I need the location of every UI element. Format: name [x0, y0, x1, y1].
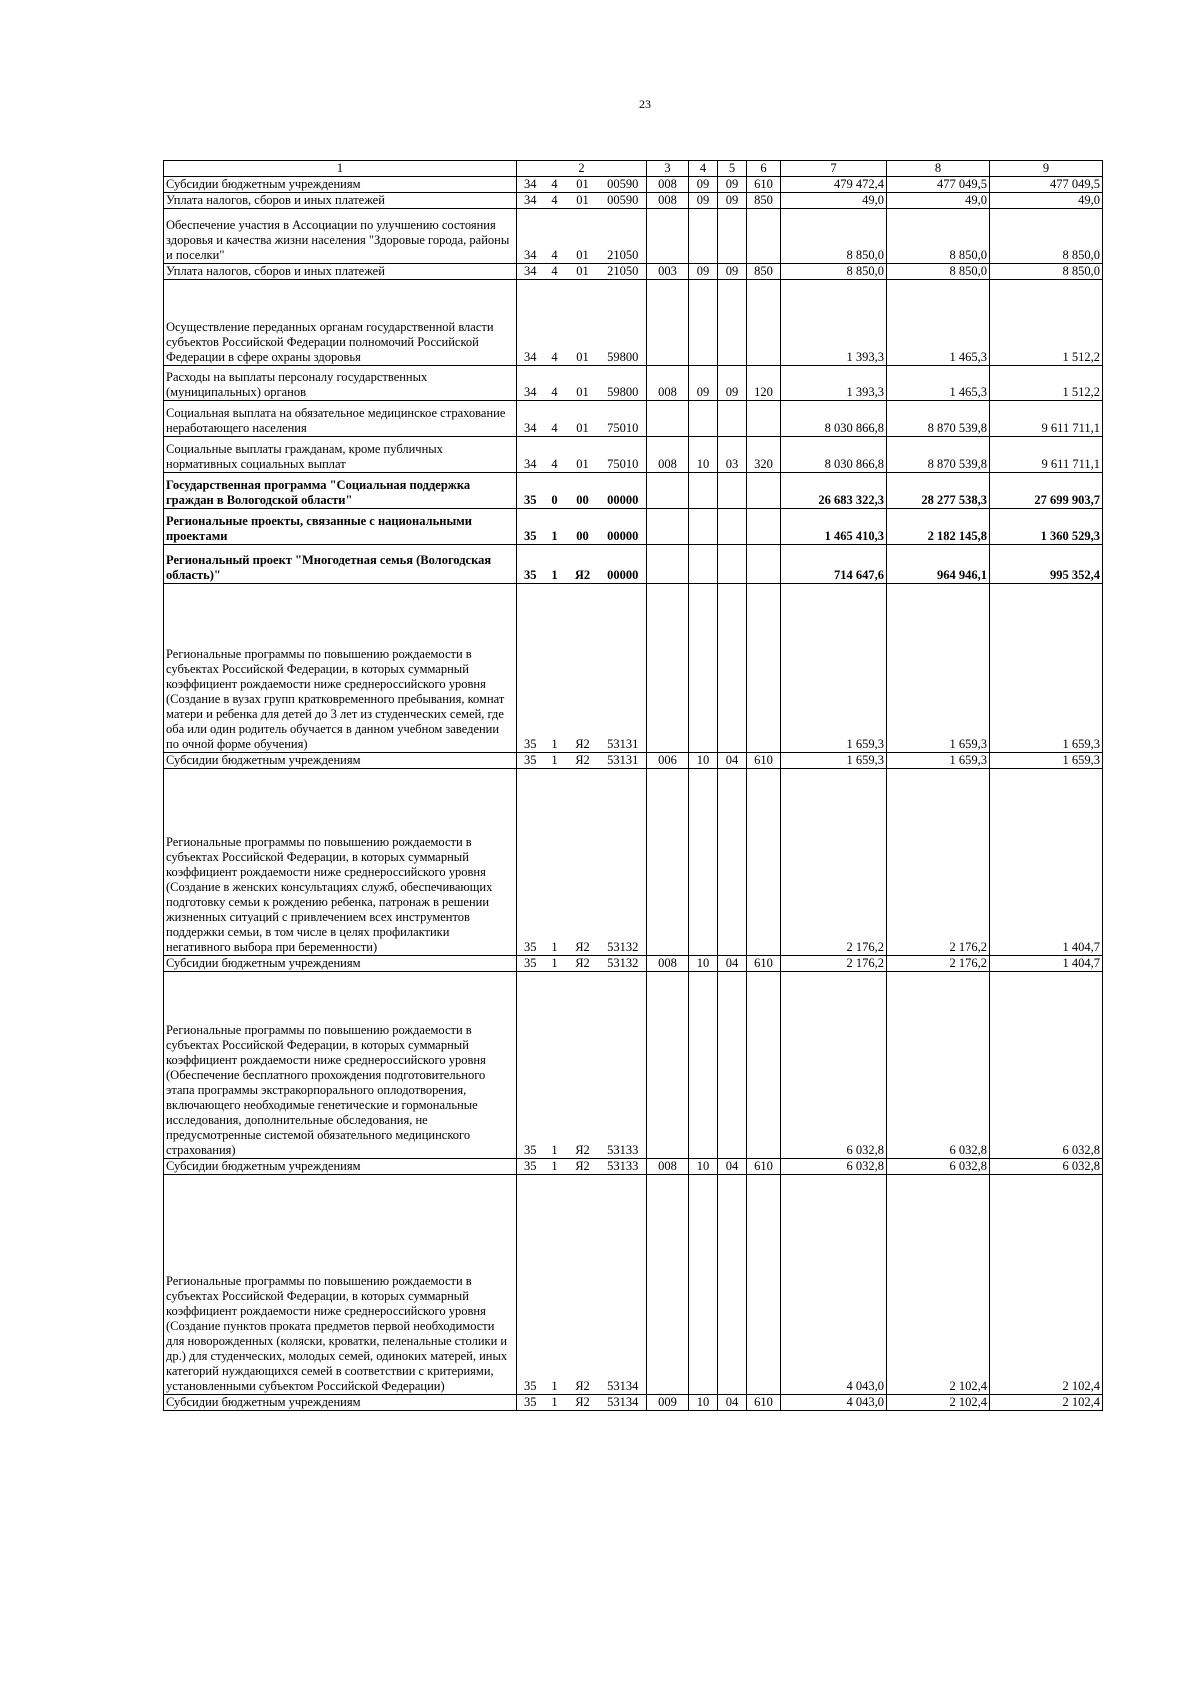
cell-code-4: 00000 — [600, 545, 647, 584]
cell-value-9: 6 032,8 — [990, 972, 1103, 1159]
cell-name: Субсидии бюджетным учреждениям — [164, 177, 517, 193]
cell-col-6: 610 — [747, 753, 781, 769]
cell-value-8: 2 176,2 — [887, 769, 990, 956]
cell-code-2: 1 — [544, 1159, 566, 1175]
cell-col-5: 09 — [718, 264, 747, 280]
cell-col-5: 09 — [718, 193, 747, 209]
cell-code-1: 35 — [517, 956, 544, 972]
cell-code-4: 75010 — [600, 437, 647, 473]
cell-col-5 — [718, 280, 747, 366]
cell-col-6 — [747, 209, 781, 264]
cell-code-2: 1 — [544, 753, 566, 769]
table-row — [164, 473, 1103, 509]
cell-value-7: 26 683 322,3 — [781, 473, 887, 509]
cell-col-3 — [647, 401, 689, 437]
cell-value-9: 9 611 711,1 — [990, 437, 1103, 473]
table-row — [164, 972, 1103, 1159]
cell-code-2: 4 — [544, 209, 566, 264]
cell-value-8: 1 465,3 — [887, 366, 990, 401]
cell-name: Расходы на выплаты персоналу государственных (муниципальных) органов — [164, 366, 517, 401]
cell-code-4: 53134 — [600, 1395, 647, 1411]
cell-col-3: 009 — [647, 1395, 689, 1411]
header-cell: 4 — [689, 161, 718, 177]
cell-col-6: 610 — [747, 177, 781, 193]
cell-value-7: 2 176,2 — [781, 956, 887, 972]
cell-name: Субсидии бюджетным учреждениям — [164, 1159, 517, 1175]
cell-col-4: 09 — [689, 177, 718, 193]
cell-value-7: 8 030 866,8 — [781, 401, 887, 437]
cell-col-3 — [647, 972, 689, 1159]
cell-col-4: 09 — [689, 366, 718, 401]
cell-name: Региональные проекты, связанные с национальными проектами — [164, 509, 517, 545]
cell-value-8: 1 659,3 — [887, 584, 990, 753]
header-cell: 9 — [990, 161, 1103, 177]
cell-name: Субсидии бюджетным учреждениям — [164, 753, 517, 769]
table-row — [164, 509, 1103, 545]
cell-code-4: 00000 — [600, 509, 647, 545]
cell-value-8: 477 049,5 — [887, 177, 990, 193]
cell-code-3: Я2 — [566, 1395, 600, 1411]
cell-name: Уплата налогов, сборов и иных платежей — [164, 193, 517, 209]
cell-code-3: 01 — [566, 280, 600, 366]
cell-col-4 — [689, 509, 718, 545]
cell-col-4 — [689, 1175, 718, 1395]
cell-value-9: 1 512,2 — [990, 366, 1103, 401]
cell-col-6 — [747, 545, 781, 584]
cell-name: Осуществление переданных органам государственной власти субъектов Российской Федерации полномочий Российской Федерации в сфере охраны здоровья — [164, 280, 517, 366]
cell-col-3 — [647, 584, 689, 753]
cell-value-7: 1 659,3 — [781, 584, 887, 753]
cell-value-7: 2 176,2 — [781, 769, 887, 956]
table-row — [164, 209, 1103, 264]
table-row — [164, 1159, 1103, 1175]
cell-code-3: 01 — [566, 177, 600, 193]
cell-col-5 — [718, 972, 747, 1159]
cell-code-2: 1 — [544, 545, 566, 584]
cell-value-8: 8 870 539,8 — [887, 437, 990, 473]
cell-code-2: 1 — [544, 956, 566, 972]
cell-code-1: 35 — [517, 769, 544, 956]
cell-code-1: 34 — [517, 280, 544, 366]
cell-name: Региональные программы по повышению рождаемости в субъектах Российской Федерации, в которых суммарный коэффициент рождаемости ниже среднероссийского уровня (Создание пунктов проката предметов первой необходимости для новорожденных (коляски, кроватки, пеленальные столики и др.) для студенческих, молодых семей, одиноких матерей, иных категорий нуждающихся семей в соответствии с критериями, установленными субъектом Российской Федерации) — [164, 1175, 517, 1395]
cell-col-3: 003 — [647, 264, 689, 280]
cell-col-6 — [747, 1175, 781, 1395]
header-cell: 5 — [718, 161, 747, 177]
cell-value-9: 1 659,3 — [990, 753, 1103, 769]
cell-code-4: 53132 — [600, 956, 647, 972]
cell-code-4: 59800 — [600, 366, 647, 401]
cell-code-3: Я2 — [566, 769, 600, 956]
cell-col-5 — [718, 473, 747, 509]
cell-col-6 — [747, 972, 781, 1159]
cell-value-8: 1 465,3 — [887, 280, 990, 366]
cell-col-4 — [689, 584, 718, 753]
cell-col-6 — [747, 473, 781, 509]
cell-value-8: 8 870 539,8 — [887, 401, 990, 437]
header-cell: 3 — [647, 161, 689, 177]
cell-col-6 — [747, 401, 781, 437]
cell-col-5: 04 — [718, 1395, 747, 1411]
cell-value-7: 714 647,6 — [781, 545, 887, 584]
cell-code-4: 53131 — [600, 753, 647, 769]
cell-name: Региональные программы по повышению рождаемости в субъектах Российской Федерации, в которых суммарный коэффициент рождаемости ниже среднероссийского уровня (Обеспечение бесплатного прохождения подготовительного этапа программы экстракорпорального оплодотворения, включающего необходимые генетические и гормональные исследования, дополнительные обследования, не предусмотренные системой обязательного медицинского страхования) — [164, 972, 517, 1159]
cell-code-3: Я2 — [566, 584, 600, 753]
cell-code-1: 35 — [517, 473, 544, 509]
cell-col-4: 09 — [689, 193, 718, 209]
cell-code-4: 21050 — [600, 264, 647, 280]
cell-value-9: 1 512,2 — [990, 280, 1103, 366]
cell-code-2: 1 — [544, 1175, 566, 1395]
cell-value-7: 49,0 — [781, 193, 887, 209]
cell-col-4 — [689, 769, 718, 956]
cell-value-8: 1 659,3 — [887, 753, 990, 769]
cell-code-3: Я2 — [566, 1175, 600, 1395]
header-cell: 6 — [747, 161, 781, 177]
cell-value-8: 964 946,1 — [887, 545, 990, 584]
cell-code-1: 35 — [517, 753, 544, 769]
cell-code-1: 35 — [517, 584, 544, 753]
cell-col-6: 320 — [747, 437, 781, 473]
cell-code-1: 34 — [517, 193, 544, 209]
cell-col-3: 008 — [647, 177, 689, 193]
cell-col-3: 008 — [647, 193, 689, 209]
cell-code-4: 53133 — [600, 1159, 647, 1175]
cell-col-3 — [647, 280, 689, 366]
table-row — [164, 545, 1103, 584]
cell-code-1: 35 — [517, 972, 544, 1159]
cell-name: Социальная выплата на обязательное медицинское страхование неработающего населения — [164, 401, 517, 437]
cell-code-2: 4 — [544, 177, 566, 193]
cell-col-4: 10 — [689, 437, 718, 473]
cell-col-6: 120 — [747, 366, 781, 401]
cell-code-2: 1 — [544, 509, 566, 545]
cell-value-9: 6 032,8 — [990, 1159, 1103, 1175]
cell-col-5: 04 — [718, 753, 747, 769]
cell-code-2: 4 — [544, 193, 566, 209]
cell-code-1: 34 — [517, 264, 544, 280]
cell-code-2: 4 — [544, 437, 566, 473]
cell-col-5: 03 — [718, 437, 747, 473]
cell-name: Обеспечение участия в Ассоциации по улучшению состояния здоровья и качества жизни населения "Здоровые города, районы и поселки" — [164, 209, 517, 264]
cell-col-4 — [689, 473, 718, 509]
cell-value-7: 1 659,3 — [781, 753, 887, 769]
cell-col-3 — [647, 545, 689, 584]
cell-code-2: 4 — [544, 366, 566, 401]
cell-value-7: 8 850,0 — [781, 264, 887, 280]
cell-code-1: 34 — [517, 209, 544, 264]
cell-code-4: 00590 — [600, 193, 647, 209]
cell-name: Социальные выплаты гражданам, кроме публичных нормативных социальных выплат — [164, 437, 517, 473]
page-number: 23 — [639, 97, 651, 111]
cell-value-9: 1 360 529,3 — [990, 509, 1103, 545]
cell-value-7: 4 043,0 — [781, 1395, 887, 1411]
cell-name: Государственная программа "Социальная поддержка граждан в Вологодской области" — [164, 473, 517, 509]
cell-col-6 — [747, 769, 781, 956]
header-cell: 7 — [781, 161, 887, 177]
cell-code-2: 4 — [544, 401, 566, 437]
cell-col-5: 09 — [718, 177, 747, 193]
cell-col-5 — [718, 584, 747, 753]
cell-col-3 — [647, 769, 689, 956]
table-row — [164, 280, 1103, 366]
cell-value-8: 6 032,8 — [887, 1159, 990, 1175]
cell-code-4: 53133 — [600, 972, 647, 1159]
cell-code-4: 53134 — [600, 1175, 647, 1395]
cell-value-7: 6 032,8 — [781, 1159, 887, 1175]
cell-code-3: 01 — [566, 264, 600, 280]
cell-value-9: 9 611 711,1 — [990, 401, 1103, 437]
table-row — [164, 956, 1103, 972]
table-header-row — [164, 161, 1103, 177]
cell-value-9: 8 850,0 — [990, 264, 1103, 280]
cell-col-6 — [747, 584, 781, 753]
cell-code-3: 00 — [566, 473, 600, 509]
cell-col-6: 610 — [747, 956, 781, 972]
cell-name: Уплата налогов, сборов и иных платежей — [164, 264, 517, 280]
cell-code-4: 53132 — [600, 769, 647, 956]
cell-code-3: 01 — [566, 209, 600, 264]
cell-col-6: 610 — [747, 1395, 781, 1411]
cell-col-4 — [689, 972, 718, 1159]
cell-code-1: 35 — [517, 1395, 544, 1411]
cell-name: Региональные программы по повышению рождаемости в субъектах Российской Федерации, в которых суммарный коэффициент рождаемости ниже среднероссийского уровня (Создание в женских консультациях служб, обеспечивающих подготовку семьи к рождению ребенка, патронаж в решении жизненных ситуаций с привлечением всех инструментов поддержки семьи, в том числе в целях профилактики негативного выбора при беременности) — [164, 769, 517, 956]
cell-code-3: 01 — [566, 437, 600, 473]
cell-code-2: 1 — [544, 972, 566, 1159]
cell-code-1: 35 — [517, 1159, 544, 1175]
cell-value-9: 49,0 — [990, 193, 1103, 209]
cell-value-7: 1 465 410,3 — [781, 509, 887, 545]
cell-col-3 — [647, 1175, 689, 1395]
cell-name: Субсидии бюджетным учреждениям — [164, 956, 517, 972]
cell-col-3: 008 — [647, 956, 689, 972]
cell-name: Региональные программы по повышению рождаемости в субъектах Российской Федерации, в которых суммарный коэффициент рождаемости ниже среднероссийского уровня (Создание в вузах групп кратковременного пребывания, комнат матери и ребенка для детей до 3 лет из студенческих семей, где оба или один родитель обучается в данном учебном заведении по очной форме обучения) — [164, 584, 517, 753]
cell-col-5: 09 — [718, 366, 747, 401]
cell-code-4: 00000 — [600, 473, 647, 509]
cell-col-4: 10 — [689, 1395, 718, 1411]
cell-value-8: 8 850,0 — [887, 264, 990, 280]
cell-col-5: 04 — [718, 956, 747, 972]
table-row — [164, 1395, 1103, 1411]
table-row — [164, 366, 1103, 401]
cell-code-1: 34 — [517, 366, 544, 401]
header-cell: 1 — [164, 161, 517, 177]
cell-col-5: 04 — [718, 1159, 747, 1175]
cell-code-1: 35 — [517, 545, 544, 584]
cell-col-4 — [689, 401, 718, 437]
cell-col-6 — [747, 509, 781, 545]
cell-col-5 — [718, 209, 747, 264]
cell-col-6: 850 — [747, 264, 781, 280]
cell-value-9: 8 850,0 — [990, 209, 1103, 264]
cell-col-6: 850 — [747, 193, 781, 209]
cell-col-3 — [647, 509, 689, 545]
cell-value-9: 1 404,7 — [990, 769, 1103, 956]
cell-code-2: 1 — [544, 1395, 566, 1411]
cell-value-8: 28 277 538,3 — [887, 473, 990, 509]
cell-code-3: Я2 — [566, 1159, 600, 1175]
cell-col-3: 008 — [647, 437, 689, 473]
cell-col-3: 008 — [647, 366, 689, 401]
cell-code-2: 4 — [544, 264, 566, 280]
cell-col-5 — [718, 401, 747, 437]
cell-code-3: Я2 — [566, 753, 600, 769]
table-row — [164, 193, 1103, 209]
cell-code-3: 01 — [566, 366, 600, 401]
cell-value-9: 1 404,7 — [990, 956, 1103, 972]
table-row — [164, 264, 1103, 280]
cell-code-3: Я2 — [566, 956, 600, 972]
table-row — [164, 437, 1103, 473]
cell-value-9: 2 102,4 — [990, 1395, 1103, 1411]
cell-code-2: 0 — [544, 473, 566, 509]
cell-code-2: 1 — [544, 769, 566, 956]
cell-col-4: 10 — [689, 753, 718, 769]
cell-value-8: 2 102,4 — [887, 1175, 990, 1395]
cell-value-8: 2 176,2 — [887, 956, 990, 972]
table-row — [164, 584, 1103, 753]
cell-value-7: 8 030 866,8 — [781, 437, 887, 473]
cell-value-8: 2 102,4 — [887, 1395, 990, 1411]
cell-value-9: 477 049,5 — [990, 177, 1103, 193]
cell-value-8: 2 182 145,8 — [887, 509, 990, 545]
cell-code-4: 75010 — [600, 401, 647, 437]
cell-code-1: 34 — [517, 177, 544, 193]
cell-col-3 — [647, 473, 689, 509]
cell-col-4: 09 — [689, 264, 718, 280]
table-row — [164, 177, 1103, 193]
cell-value-8: 8 850,0 — [887, 209, 990, 264]
cell-value-9: 1 659,3 — [990, 584, 1103, 753]
cell-code-4: 53131 — [600, 584, 647, 753]
cell-code-2: 4 — [544, 280, 566, 366]
cell-value-7: 6 032,8 — [781, 972, 887, 1159]
cell-col-4: 10 — [689, 956, 718, 972]
cell-value-7: 1 393,3 — [781, 366, 887, 401]
cell-col-6: 610 — [747, 1159, 781, 1175]
cell-value-8: 49,0 — [887, 193, 990, 209]
cell-col-5 — [718, 545, 747, 584]
cell-col-3 — [647, 209, 689, 264]
cell-col-6 — [747, 280, 781, 366]
table-row — [164, 769, 1103, 956]
budget-table — [163, 160, 1103, 1411]
cell-code-1: 34 — [517, 437, 544, 473]
cell-value-7: 479 472,4 — [781, 177, 887, 193]
header-cell: 8 — [887, 161, 990, 177]
cell-code-1: 35 — [517, 1175, 544, 1395]
cell-col-5 — [718, 509, 747, 545]
cell-value-7: 4 043,0 — [781, 1175, 887, 1395]
cell-value-8: 6 032,8 — [887, 972, 990, 1159]
cell-code-4: 21050 — [600, 209, 647, 264]
cell-value-7: 8 850,0 — [781, 209, 887, 264]
cell-col-4 — [689, 209, 718, 264]
cell-code-1: 34 — [517, 401, 544, 437]
cell-col-4: 10 — [689, 1159, 718, 1175]
cell-code-3: Я2 — [566, 972, 600, 1159]
cell-name: Региональный проект "Многодетная семья (Вологодская область)" — [164, 545, 517, 584]
cell-col-4 — [689, 545, 718, 584]
cell-code-4: 59800 — [600, 280, 647, 366]
cell-value-9: 2 102,4 — [990, 1175, 1103, 1395]
cell-code-3: 01 — [566, 193, 600, 209]
cell-code-4: 00590 — [600, 177, 647, 193]
cell-code-2: 1 — [544, 584, 566, 753]
cell-name: Субсидии бюджетным учреждениям — [164, 1395, 517, 1411]
table-row — [164, 753, 1103, 769]
cell-col-4 — [689, 280, 718, 366]
table-row — [164, 401, 1103, 437]
cell-col-3: 008 — [647, 1159, 689, 1175]
cell-value-9: 995 352,4 — [990, 545, 1103, 584]
cell-code-3: Я2 — [566, 545, 600, 584]
cell-col-5 — [718, 1175, 747, 1395]
cell-code-3: 00 — [566, 509, 600, 545]
cell-code-3: 01 — [566, 401, 600, 437]
cell-col-3: 006 — [647, 753, 689, 769]
cell-value-9: 27 699 903,7 — [990, 473, 1103, 509]
cell-code-1: 35 — [517, 509, 544, 545]
header-cell: 2 — [517, 161, 647, 177]
cell-value-7: 1 393,3 — [781, 280, 887, 366]
table-row — [164, 1175, 1103, 1395]
cell-col-5 — [718, 769, 747, 956]
